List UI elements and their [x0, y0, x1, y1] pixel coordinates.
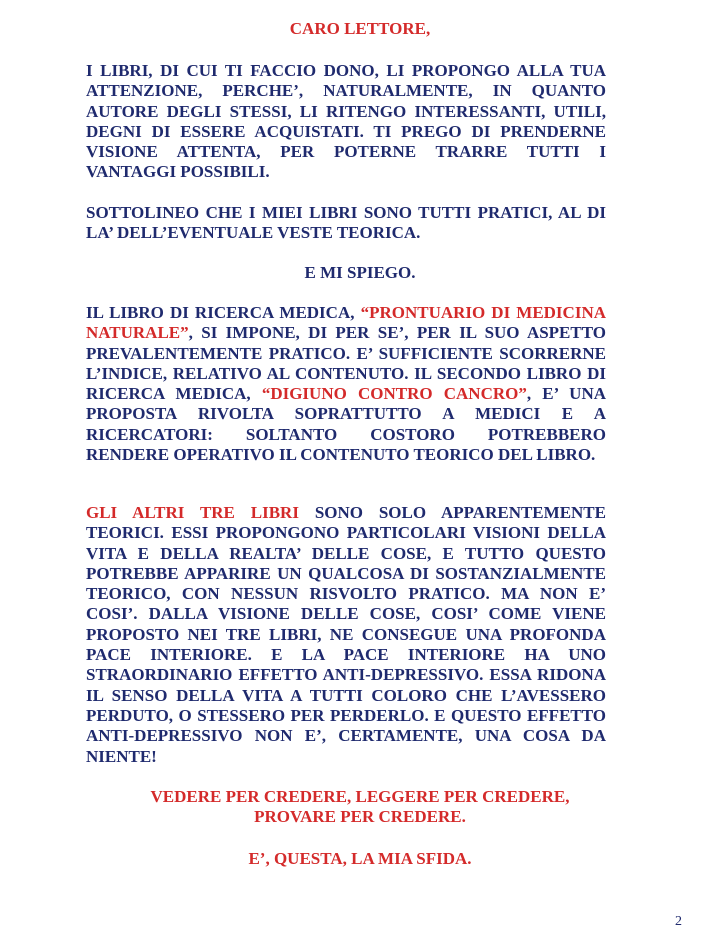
- paragraph-other-books: [86, 503, 606, 767]
- paragraph-intro: I LIBRI, DI CUI TI FACCIO DONO, LI PROPONGO ALLA TUA ATTENZIONE, PERCHE’, NATURALMENTE, IN QUANTO AUTORE DEGLI STESSI, LI RITENGO INTERESSANTI, UTILI, DEGNI DI ESSERE ACQUISTATI. TI PREGO DI PRENDERNE VISIONE ATTENTA, PER POTERNE TRARRE TUTTI I VANTAGGI POSSIBILI.: [86, 61, 606, 182]
- closing-line-2: PROVARE PER CREDERE.: [254, 807, 466, 826]
- book-title-prontuario: “PRONTUARIO DI MEDICINA NATURALE”: [86, 303, 606, 343]
- page-number: 2: [675, 914, 682, 929]
- closing-line-1: VEDERE PER CREDERE, LEGGERE PER CREDERE,: [150, 787, 570, 806]
- paragraph-medical-text-3: , E’ UNA PROPOSTA RIVOLTA SOPRATTUTTO A MEDICI E A RICERCATORI: SOLTANTO COSTORO POTREBBERO RENDERE OPERATIVO IL CONTENUTO TEORICO DEL LIBRO.: [86, 384, 607, 465]
- salutation-heading: CARO LETTORE,: [289, 19, 431, 38]
- paragraph-medical-text-2: , SI IMPONE, DI PER SE’, PER IL SUO ASPETTO PREVALENTEMENTE PRATICO. E’ SUFFICIENTE SCORRERNE L’INDICE, RELATIVO AL CONTENUTO. IL SECONDO LIBRO DI RICERCA MEDICA,: [86, 323, 606, 404]
- paragraph-medical-text-1: IL LIBRO DI RICERCA MEDICA,: [86, 303, 361, 322]
- paragraph-medical-books: [86, 303, 606, 465]
- book-title-digiuno: “DIGIUNO CONTRO CANCRO”: [261, 384, 527, 404]
- explain-line: E MI SPIEGO.: [304, 263, 416, 282]
- paragraph-other-books-text: SONO SOLO APPARENTEMENTE TEORICI. ESSI PROPONGONO PARTICOLARI VISIONI DELLA VITA E DELLA REALTA’ DELLE COSE, E TUTTO QUESTO POTREBBE APPARIRE UN QUALCOSA DI SOSTANZIALMENTE TEORICO, CON NESSUN RISVOLTO PRATICO. MA NON E’ COSI’. DALLA VISIONE DELLE COSE, COSI’ COME VIENE PROPOSTO NEI TRE LIBRI, NE CONSEGUE UNA PROFONDA PACE INTERIORE. E LA PACE INTERIORE HA UNO STRAORDINARIO EFFETTO ANTI-DEPRESSIVO. ESSA RIDONA IL SENSO DELLA VITA A TUTTI COLORO CHE L’AVESSERO PERDUTO, O STESSERO PER PERDERLO. E QUESTO EFFETTO ANTI-DEPRESSIVO NON E’, CERTAMENTE, UNA COSA DA NIENTE!: [86, 503, 606, 766]
- other-books-highlight: GLI ALTRI TRE LIBRI: [86, 503, 299, 522]
- challenge-line: E’, QUESTA, LA MIA SFIDA.: [248, 849, 472, 868]
- paragraph-practical: SOTTOLINEO CHE I MIEI LIBRI SONO TUTTI PRATICI, AL DI LA’ DELL’EVENTUALE VESTE TEORICA.: [86, 203, 606, 243]
